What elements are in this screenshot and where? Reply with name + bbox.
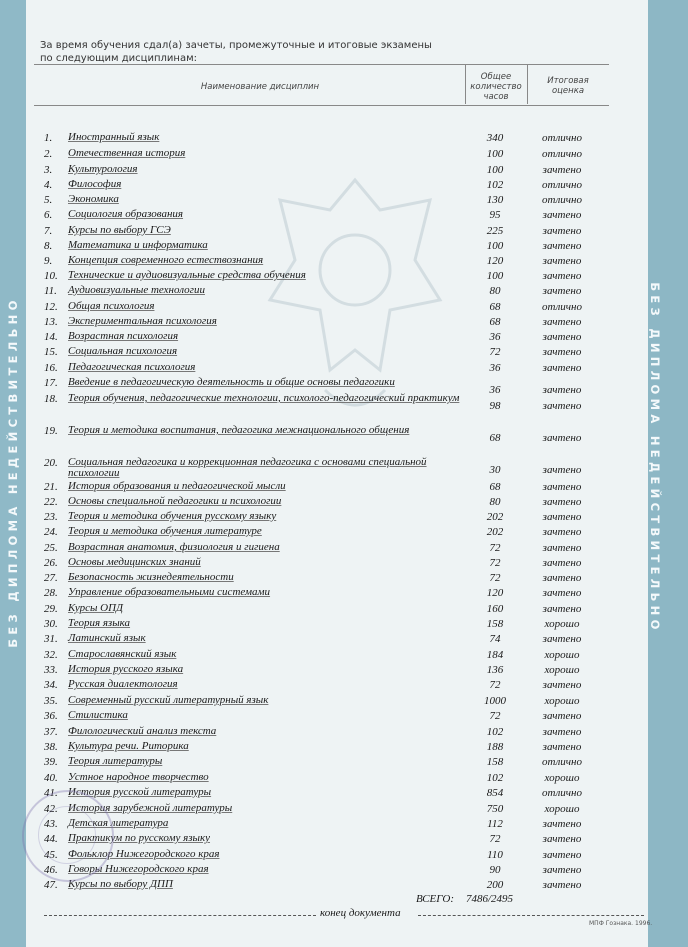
discipline-name: Курсы ОПД [68, 602, 124, 614]
grade-value: зачтено [542, 741, 582, 753]
row-number: 32. [44, 649, 58, 661]
grade-value: зачтено [542, 432, 582, 444]
grade-value: зачтено [542, 818, 582, 830]
discipline-name: Аудиовизуальные технологии [68, 284, 205, 296]
row-number: 6. [44, 209, 53, 221]
hours-value: 68 [489, 301, 501, 313]
row-number: 25. [44, 542, 58, 554]
row-number: 31. [44, 633, 58, 645]
column-header-grade-2: оценка [551, 86, 585, 96]
grade-value: зачтено [542, 362, 582, 374]
grade-value: зачтено [542, 270, 582, 282]
table-row [0, 376, 688, 396]
table-row [0, 254, 688, 269]
row-number: 47. [44, 879, 58, 891]
grade-value: зачтено [542, 225, 582, 237]
discipline-name: Русская диалектология [68, 678, 178, 690]
row-number: 24. [44, 526, 58, 538]
hours-value: 158 [486, 756, 504, 768]
table-row [0, 269, 688, 284]
discipline-name: Детская литература [68, 817, 169, 829]
discipline-name: Введение в педагогическую деятельность и общие основы педагогики [68, 376, 395, 388]
discipline-name: Фольклор Нижегородского края [68, 848, 220, 860]
table-row [0, 740, 688, 755]
table-row [0, 239, 688, 254]
hours-value: 158 [486, 618, 504, 630]
row-number: 42. [44, 803, 58, 815]
grade-value: зачтено [542, 542, 582, 554]
hours-value: 30 [489, 464, 501, 476]
table-row [0, 456, 688, 479]
column-header-hours-3: часов [483, 92, 509, 102]
row-number: 46. [44, 864, 58, 876]
row-number: 17. [44, 377, 58, 389]
hours-value: 72 [489, 557, 501, 569]
row-number: 18. [44, 393, 58, 405]
grade-value: зачтено [542, 603, 582, 615]
side-text-left: БЕЗ ДИПЛОМА НЕДЕЙСТВИТЕЛЬНО [6, 296, 20, 648]
table-row [0, 495, 688, 510]
discipline-name: Теория и методика воспитания, педагогика межнационального общения [68, 424, 410, 436]
table-row [0, 648, 688, 663]
table-row [0, 709, 688, 724]
discipline-name: Культура речи. Риторика [68, 740, 189, 752]
table-row [0, 771, 688, 786]
row-number: 3. [44, 164, 53, 176]
hours-value: 102 [486, 179, 504, 191]
hours-value: 98 [489, 400, 501, 412]
hours-value: 90 [489, 864, 501, 876]
hours-value: 36 [489, 362, 501, 374]
grade-value: зачтено [542, 511, 582, 523]
hours-value: 136 [486, 664, 504, 676]
row-number: 22. [44, 496, 58, 508]
hours-value: 102 [486, 726, 504, 738]
discipline-name: Философия [68, 178, 122, 190]
discipline-name: Теория и методика обучения литературе [68, 525, 262, 537]
discipline-name: Культурология [68, 163, 138, 175]
column-header-name: Наименование дисциплин [200, 82, 320, 92]
discipline-name: История русской литературы [68, 786, 212, 798]
row-number: 12. [44, 301, 58, 313]
column-header-hours-2: количество [470, 82, 522, 92]
grade-value: зачтено [542, 587, 582, 599]
total-value: 7486/2495 [466, 893, 514, 905]
hours-value: 130 [486, 194, 504, 206]
table-row [0, 300, 688, 315]
row-number: 1. [44, 132, 53, 144]
table-row [0, 224, 688, 239]
hours-value: 100 [486, 148, 504, 160]
hours-value: 68 [489, 432, 501, 444]
row-number: 39. [44, 756, 58, 768]
grade-value: зачтено [542, 464, 582, 476]
official-stamp-inner [38, 806, 96, 864]
table-row [0, 755, 688, 770]
grade-value: отлично [542, 787, 582, 799]
discipline-name: Современный русский литературный язык [68, 694, 269, 706]
row-number: 36. [44, 710, 58, 722]
row-number: 43. [44, 818, 58, 830]
discipline-name: Возрастная психология [68, 330, 179, 342]
grade-value: зачтено [542, 384, 582, 396]
grade-value: отлично [542, 301, 582, 313]
row-number: 16. [44, 362, 58, 374]
table-row [0, 725, 688, 740]
side-text-right: БЕЗ ДИПЛОМА НЕДЕЙСТВИТЕЛЬНО [648, 282, 662, 634]
row-number: 26. [44, 557, 58, 569]
discipline-name: Латинский язык [68, 632, 146, 644]
row-number: 38. [44, 741, 58, 753]
grade-value: зачтено [542, 679, 582, 691]
table-row [0, 284, 688, 299]
grade-value: хорошо [544, 772, 580, 784]
grade-value: отлично [542, 194, 582, 206]
grade-value: зачтено [542, 833, 582, 845]
discipline-name: Экспериментальная психология [68, 315, 217, 327]
grade-value: зачтено [542, 572, 582, 584]
row-number: 8. [44, 240, 53, 252]
table-row [0, 786, 688, 801]
hours-value: 225 [486, 225, 504, 237]
row-number: 15. [44, 346, 58, 358]
grade-value: отлично [542, 148, 582, 160]
table-row [0, 163, 688, 178]
grade-value: зачтено [542, 255, 582, 267]
row-number: 4. [44, 179, 53, 191]
table-row [0, 147, 688, 162]
row-number: 37. [44, 726, 58, 738]
table-row [0, 208, 688, 223]
table-row [0, 510, 688, 525]
grade-value: хорошо [544, 649, 580, 661]
hours-value: 102 [486, 772, 504, 784]
header-line-2: по следующим дисциплинам: [40, 53, 197, 64]
grade-value: зачтено [542, 726, 582, 738]
row-number: 28. [44, 587, 58, 599]
discipline-name: Отечественная история [68, 147, 186, 159]
discipline-name: Иностранный язык [68, 131, 160, 143]
end-dash-right [418, 915, 644, 916]
table-row [0, 663, 688, 678]
discipline-name: История образования и педагогической мысли [68, 480, 286, 492]
hours-value: 36 [489, 384, 501, 396]
row-number: 29. [44, 603, 58, 615]
row-number: 9. [44, 255, 53, 267]
hours-value: 854 [486, 787, 504, 799]
grade-value: хорошо [544, 803, 580, 815]
row-number: 11. [44, 285, 57, 297]
row-number: 30. [44, 618, 58, 630]
header-line-1: За время обучения сдал(а) зачеты, промежуточные и итоговые экзамены [40, 40, 432, 51]
discipline-name: Социальная педагогика и коррекционная педагогика с основами специальной психологии [68, 456, 427, 479]
discipline-name: Концепция современного естествознания [68, 254, 264, 266]
hours-value: 120 [486, 255, 504, 267]
hours-value: 340 [486, 132, 504, 144]
hours-value: 184 [486, 649, 504, 661]
end-dash-left [44, 915, 316, 916]
discipline-name: История русского языка [68, 663, 184, 675]
hours-value: 72 [489, 710, 501, 722]
discipline-name: Математика и информатика [68, 239, 208, 251]
printer-note: МПФ Гознака. 1996. [589, 920, 653, 927]
hours-value: 100 [486, 270, 504, 282]
grade-value: зачтено [542, 285, 582, 297]
grade-value: зачтено [542, 400, 582, 412]
grade-value: зачтено [542, 557, 582, 569]
grade-value: зачтено [542, 209, 582, 221]
table-row [0, 694, 688, 709]
hours-value: 80 [489, 285, 501, 297]
hours-value: 80 [489, 496, 501, 508]
row-number: 7. [44, 225, 53, 237]
table-row [0, 480, 688, 495]
table-row [0, 556, 688, 571]
row-number: 35. [44, 695, 58, 707]
grade-value: зачтено [542, 331, 582, 343]
hours-value: 750 [486, 803, 504, 815]
row-number: 14. [44, 331, 58, 343]
discipline-name: Курсы по выбору ГСЭ [68, 224, 171, 236]
row-number: 33. [44, 664, 58, 676]
grade-value: зачтено [542, 526, 582, 538]
discipline-name: Теория языка [68, 617, 131, 629]
table-row [0, 131, 688, 146]
hours-value: 72 [489, 833, 501, 845]
discipline-name: Безопасность жизнедеятельности [68, 571, 234, 583]
grade-value: зачтено [542, 710, 582, 722]
grade-value: хорошо [544, 618, 580, 630]
discipline-name: Курсы по выбору ДПП [68, 878, 173, 890]
grade-value: зачтено [542, 164, 582, 176]
table-row [0, 345, 688, 360]
grade-value: зачтено [542, 496, 582, 508]
discipline-name: Управление образовательными системами [68, 586, 271, 598]
hours-value: 68 [489, 481, 501, 493]
row-number: 20. [44, 457, 58, 469]
hours-value: 120 [486, 587, 504, 599]
row-number: 40. [44, 772, 58, 784]
grade-value: зачтено [542, 240, 582, 252]
grade-value: отлично [542, 132, 582, 144]
hours-value: 160 [486, 603, 504, 615]
discipline-name: Возрастная анатомия, физиология и гигиена [68, 541, 280, 553]
hours-value: 200 [486, 879, 504, 891]
discipline-name: Теория литературы [68, 755, 163, 767]
grade-value: зачтено [542, 864, 582, 876]
hours-value: 74 [489, 633, 501, 645]
hours-value: 72 [489, 346, 501, 358]
table-row [0, 678, 688, 693]
table-row [0, 424, 688, 444]
discipline-name: Старославянский язык [68, 648, 177, 660]
table-row [0, 361, 688, 376]
grade-value: зачтено [542, 879, 582, 891]
hours-value: 202 [486, 511, 504, 523]
grade-value: отлично [542, 756, 582, 768]
discipline-name: Педагогическая психология [68, 361, 196, 373]
discipline-name: Основы специальной педагогики и психологии [68, 495, 282, 507]
hours-value: 202 [486, 526, 504, 538]
table-row [0, 315, 688, 330]
discipline-name: Экономика [68, 193, 119, 205]
table-row [0, 632, 688, 647]
hours-value: 112 [487, 818, 503, 830]
hours-value: 188 [486, 741, 504, 753]
row-number: 10. [44, 270, 58, 282]
hours-value: 36 [489, 331, 501, 343]
discipline-name: История зарубежной литературы [68, 802, 233, 814]
discipline-name: Социология образования [68, 208, 184, 220]
hours-value: 95 [489, 209, 501, 221]
grade-value: зачтено [542, 316, 582, 328]
table-row [0, 178, 688, 193]
hours-value: 100 [486, 240, 504, 252]
discipline-name: Общая психология [68, 300, 155, 312]
grade-value: хорошо [544, 664, 580, 676]
grade-value: зачтено [542, 849, 582, 861]
discipline-name: Филологический анализ текста [68, 725, 217, 737]
discipline-name: Устное народное творчество [68, 771, 209, 783]
hours-value: 68 [489, 316, 501, 328]
discipline-name: Технические и аудиовизуальные средства обучения [68, 269, 306, 281]
row-number: 21. [44, 481, 58, 493]
grade-value: хорошо [544, 695, 580, 707]
discipline-name: Социальная психология [68, 345, 178, 357]
hours-value: 72 [489, 679, 501, 691]
table-row [0, 878, 688, 893]
row-number: 34. [44, 679, 58, 691]
discipline-name: Теория и методика обучения русскому языку [68, 510, 277, 522]
grade-value: зачтено [542, 633, 582, 645]
column-header-grade-1: Итоговая [547, 76, 589, 86]
table-row [0, 541, 688, 556]
discipline-name: Говоры Нижегородского края [68, 863, 209, 875]
table-row [0, 586, 688, 601]
row-number: 27. [44, 572, 58, 584]
row-number: 44. [44, 833, 58, 845]
table-row [0, 617, 688, 632]
table-row [0, 193, 688, 208]
grade-value: отлично [542, 179, 582, 191]
grade-value: зачтено [542, 481, 582, 493]
row-number: 45. [44, 849, 58, 861]
row-number: 41. [44, 787, 58, 799]
column-header-hours-1: Общее [480, 72, 512, 82]
hours-value: 1000 [484, 695, 506, 707]
table-row [0, 571, 688, 586]
row-number: 13. [44, 316, 58, 328]
hours-value: 72 [489, 572, 501, 584]
table-row [0, 525, 688, 540]
discipline-name: Стилистика [68, 709, 128, 721]
row-number: 5. [44, 194, 53, 206]
total-label: ВСЕГО: [416, 893, 454, 905]
grade-value: зачтено [542, 346, 582, 358]
hours-value: 100 [486, 164, 504, 176]
discipline-name: Практикум по русскому языку [68, 832, 211, 844]
row-number: 23. [44, 511, 58, 523]
row-number: 2. [44, 148, 53, 160]
hours-value: 110 [487, 849, 503, 861]
hours-value: 72 [489, 542, 501, 554]
row-number: 19. [44, 425, 58, 437]
discipline-name: Теория обучения, педагогические технологии, психолого-педагогический практикум [68, 392, 460, 404]
end-of-document-label: конец документа [320, 907, 401, 919]
table-row [0, 602, 688, 617]
table-row [0, 330, 688, 345]
discipline-name: Основы медицинских знаний [68, 556, 201, 568]
table-row [0, 392, 688, 412]
